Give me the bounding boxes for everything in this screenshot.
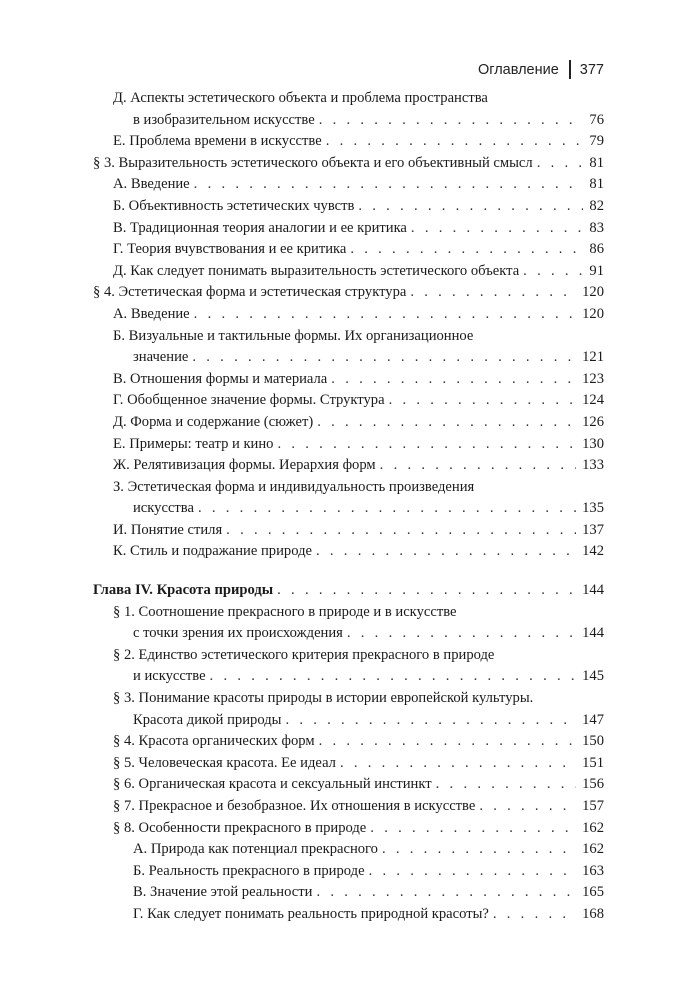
- toc-entry: [93, 261, 604, 283]
- toc-entry-title: В. Значение этой реальности: [133, 884, 313, 901]
- leader-dots: [226, 520, 576, 542]
- toc-entry: [93, 390, 604, 412]
- toc-entry-title: Г. Обобщенное значение формы. Структура: [113, 392, 385, 409]
- toc-entry: [93, 731, 604, 753]
- toc-entry-page: 91: [589, 262, 604, 279]
- toc-entry-title: А. Введение: [113, 176, 190, 193]
- toc-entry-page: 123: [582, 370, 604, 387]
- toc-entry-page: 86: [589, 241, 604, 258]
- toc-entry-page: 120: [582, 284, 604, 301]
- toc-entry: [93, 839, 604, 861]
- leader-dots: [316, 882, 576, 904]
- leader-dots: [523, 261, 583, 283]
- leader-dots: [537, 153, 584, 175]
- leader-dots: [358, 196, 583, 218]
- toc-entry: [93, 304, 604, 326]
- toc-entry-title: Е. Проблема времени в искусстве: [113, 133, 322, 150]
- leader-dots: [319, 731, 577, 753]
- toc-entry: [93, 153, 604, 175]
- toc-entry-page: 133: [582, 457, 604, 474]
- toc-entry-page: 124: [582, 392, 604, 409]
- leader-dots: [316, 541, 576, 563]
- toc-entry-title: Д. Форма и содержание (сюжет): [113, 413, 314, 430]
- leader-dots: [350, 239, 583, 261]
- toc-entry-title: В. Традиционная теория аналогии и ее критика: [113, 219, 407, 236]
- toc-entry: [93, 196, 604, 218]
- toc-entry-title: Д. Как следует понимать выразительность эстетического объекта: [113, 262, 520, 279]
- toc-entry-title: § 7. Прекрасное и безобразное. Их отношения в искусстве: [113, 798, 476, 814]
- toc-entry: [93, 541, 604, 563]
- toc-entry-page: 147: [582, 711, 604, 728]
- leader-dots: [285, 710, 576, 732]
- toc-entry-title: Б. Объективность эстетических чувств: [113, 197, 355, 214]
- toc-entry-title: значение: [133, 349, 189, 366]
- toc-entry-title: § 8. Особенности прекрасного в природе: [113, 819, 367, 836]
- leader-dots: [389, 390, 577, 412]
- toc-entry: [93, 455, 604, 477]
- toc-entry-title: Б. Реальность прекрасного в природе: [133, 862, 365, 879]
- leader-dots: [194, 174, 584, 196]
- toc-entry-title: Б. Визуальные и тактильные формы. Их организационное: [113, 327, 474, 344]
- toc-entry: [93, 861, 604, 883]
- toc-entry-page: 126: [582, 413, 604, 430]
- toc-entry-title: § 6. Органическая красота и сексуальный инстинкт: [113, 776, 432, 793]
- toc-entry: [93, 326, 604, 369]
- toc-entry-title: § 2. Единство эстетического критерия прекрасного в природе: [113, 646, 495, 663]
- toc-entry: [93, 239, 604, 261]
- leader-dots: [326, 131, 584, 153]
- toc-entry-page: 82: [589, 197, 604, 214]
- table-of-contents: [93, 88, 604, 926]
- toc-chapter-entry: [93, 580, 604, 602]
- toc-entry-title: в изобразительном искусстве: [133, 111, 315, 128]
- toc-entry-title: З. Эстетическая форма и индивидуальность произведения: [113, 478, 475, 495]
- running-header-section: Оглавление: [477, 61, 559, 78]
- toc-entry: [93, 645, 604, 688]
- chapter-title: Глава IV. Красота природы: [93, 582, 274, 599]
- leader-dots: [210, 666, 577, 688]
- toc-entry-page: 144: [582, 625, 604, 642]
- toc-entry-page: 151: [582, 754, 604, 771]
- toc-entry: [93, 774, 604, 796]
- header-separator: [569, 60, 571, 79]
- toc-entry: [93, 796, 604, 818]
- toc-entry-page: 76: [589, 111, 604, 128]
- toc-entry: [93, 602, 604, 645]
- toc-entry-page: 157: [582, 798, 604, 814]
- toc-entry-title: Е. Примеры: театр и кино: [113, 435, 274, 452]
- leader-dots: [192, 347, 576, 369]
- toc-entry-page: 145: [582, 668, 604, 685]
- leader-dots: [340, 753, 576, 775]
- toc-entry: [93, 520, 604, 542]
- toc-entry-page: 163: [582, 862, 604, 879]
- toc-entry-page: 150: [582, 733, 604, 750]
- leader-dots: [479, 796, 576, 818]
- toc-entry: [93, 904, 604, 926]
- toc-entry-page: 83: [589, 219, 604, 236]
- toc-entry-title: § 3. Понимание красоты природы в истории европейской культуры.: [113, 690, 534, 707]
- toc-entry-title: § 3. Выразительность эстетического объекта и его объективный смысл: [93, 154, 533, 171]
- toc-entry-title: А. Введение: [113, 305, 190, 322]
- toc-entry-page: 81: [589, 154, 604, 171]
- toc-entry: [93, 882, 604, 904]
- leader-dots: [277, 580, 576, 602]
- toc-entry: [93, 753, 604, 775]
- toc-entry: [93, 434, 604, 456]
- leader-dots: [369, 861, 577, 883]
- leader-dots: [493, 904, 576, 926]
- toc-entry: [93, 282, 604, 304]
- toc-entry: [93, 131, 604, 153]
- toc-entry-page: 79: [589, 133, 604, 150]
- toc-entry-title: В. Отношения формы и материала: [113, 370, 328, 387]
- toc-entry-title: К. Стиль и подражание природе: [113, 543, 312, 560]
- leader-dots: [347, 623, 576, 645]
- toc-entry-title: Красота дикой природы: [133, 711, 282, 728]
- leader-dots: [198, 498, 576, 520]
- toc-entry-page: 130: [582, 435, 604, 452]
- leader-dots: [331, 369, 576, 391]
- leader-dots: [319, 110, 584, 132]
- toc-entry-title: искусства: [133, 500, 194, 517]
- leader-dots: [317, 412, 576, 434]
- toc-entry-title: с точки зрения их происхождения: [133, 625, 343, 642]
- toc-entry-page: 156: [582, 776, 604, 793]
- leader-dots: [436, 774, 576, 796]
- leader-dots: [277, 434, 576, 456]
- leader-dots: [370, 818, 576, 840]
- toc-entry-title: § 4. Красота органических форм: [113, 733, 315, 750]
- toc-entry-title: § 4. Эстетическая форма и эстетическая структура: [93, 284, 407, 301]
- toc-entry-title: Г. Теория вчувствования и ее критика: [113, 241, 347, 258]
- toc-entry-title: и искусстве: [133, 668, 206, 685]
- leader-dots: [411, 218, 583, 240]
- toc-entry-page: 137: [582, 521, 604, 538]
- running-header: [478, 60, 604, 79]
- leader-dots: [382, 839, 576, 861]
- toc-entry: [93, 477, 604, 520]
- toc-entry-page: 162: [582, 819, 604, 836]
- toc-entry-page: 144: [582, 582, 604, 599]
- toc-entry-page: 81: [589, 176, 604, 193]
- toc-entry: [93, 818, 604, 840]
- toc-entry-title: § 1. Соотношение прекрасного в природе и в искусстве: [113, 603, 457, 620]
- toc-entry-title: А. Природа как потенциал прекрасного: [133, 841, 378, 858]
- toc-entry-page: 165: [582, 884, 604, 901]
- toc-entry-title: Д. Аспекты эстетического объекта и проблема пространства: [113, 90, 488, 106]
- toc-entry: [93, 688, 604, 731]
- toc-entry-page: 162: [582, 841, 604, 858]
- toc-entry-page: 135: [582, 500, 604, 517]
- leader-dots: [410, 282, 576, 304]
- toc-entry-page: 168: [582, 905, 604, 922]
- toc-entry: [93, 218, 604, 240]
- toc-entry-page: 142: [582, 543, 604, 560]
- toc-entry-title: § 5. Человеческая красота. Ее идеал: [113, 754, 336, 771]
- toc-entry: [93, 369, 604, 391]
- leader-dots: [380, 455, 576, 477]
- running-header-page-number: 377: [579, 61, 604, 78]
- toc-entry-title: И. Понятие стиля: [113, 521, 223, 538]
- toc-entry: [93, 88, 604, 131]
- toc-entry-title: Г. Как следует понимать реальность природной красоты?: [133, 905, 489, 922]
- leader-dots: [194, 304, 576, 326]
- toc-entry: [93, 412, 604, 434]
- toc-entry-page: 120: [582, 305, 604, 322]
- toc-entry-title: Ж. Релятивизация формы. Иерархия форм: [113, 457, 376, 474]
- toc-entry-page: 121: [582, 349, 604, 366]
- toc-entry: [93, 174, 604, 196]
